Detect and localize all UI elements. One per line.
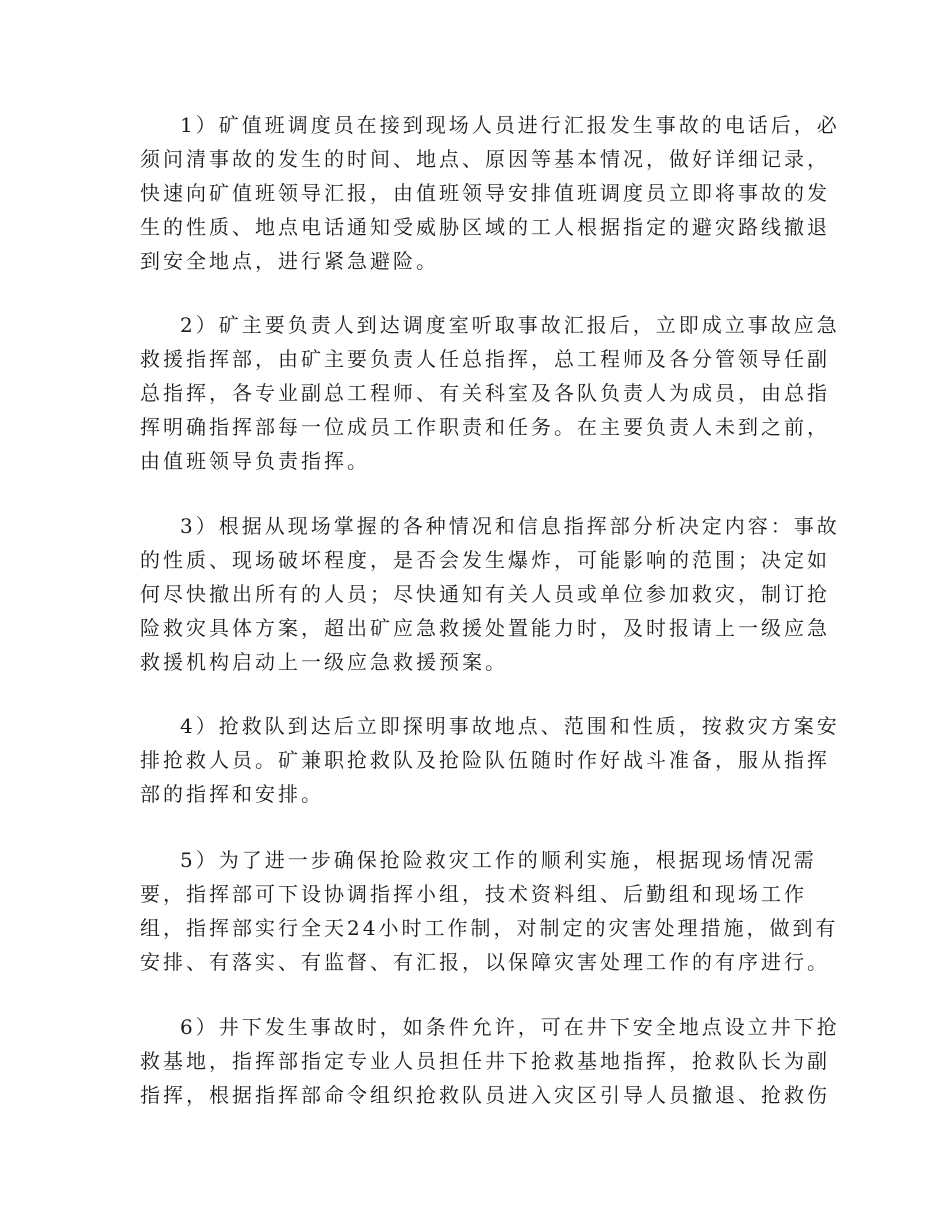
paragraph-line: 救基地，指挥部指定专业人员担任井下抢救基地指挥，抢救队长为副 <box>140 1049 830 1073</box>
paragraph-line: 快速向矿值班领导汇报，由值班领导安排值班调度员立即将事故的发 <box>140 181 830 205</box>
paragraph-line: 6）井下发生事故时，如条件允许，可在井下安全地点设立井下抢 <box>180 1015 840 1039</box>
paragraph-line: 的性质、现场破坏程度，是否会发生爆炸，可能影响的范围；决定如 <box>140 548 830 572</box>
paragraph-line: 总指挥，各专业副总工程师、有关科室及各队负责人为成员，由总指 <box>140 381 830 405</box>
paragraph-line: 到安全地点，进行紧急避险。 <box>140 249 439 273</box>
paragraph-line: 险救灾具体方案，超出矿应急救援处置能力时，及时报请上一级应急 <box>140 616 830 640</box>
paragraph-line: 1）矿值班调度员在接到现场人员进行汇报发生事故的电话后，必 <box>180 113 840 137</box>
paragraph-5 <box>140 843 839 979</box>
paragraph-line: 救援机构启动上一级应急救援预案。 <box>140 650 508 674</box>
paragraph-line: 排抢救人员。矿兼职抢救队及抢险队伍随时作好战斗准备，服从指挥 <box>140 748 830 772</box>
paragraph-line: 须问清事故的发生的时间、地点、原因等基本情况，做好详细记录， <box>140 147 830 171</box>
paragraph-line: 由值班领导负责指挥。 <box>140 449 370 473</box>
paragraph-line: 生的性质、地点电话通知受威胁区域的工人根据指定的避灾路线撤退 <box>140 215 830 239</box>
paragraph-line: 救援指挥部，由矿主要负责人任总指挥，总工程师及各分管领导任副 <box>140 347 830 371</box>
paragraph-line: 要，指挥部可下设协调指挥小组，技术资料组、后勤组和现场工作 <box>140 882 807 906</box>
paragraph-line: 部的指挥和安排。 <box>140 782 324 806</box>
paragraph-1 <box>140 108 840 278</box>
paragraph-line: 4）抢救队到达后立即探明事故地点、范围和性质，按救灾方案安 <box>180 714 840 738</box>
paragraph-line: 5）为了进一步确保抢险救灾工作的顺利实施，根据现场情况需 <box>180 848 817 872</box>
paragraph-line: 指挥，根据指挥部命令组织抢救队员进入灾区引导人员撤退、抢救伤 <box>140 1083 830 1107</box>
paragraph-6 <box>140 1010 840 1112</box>
paragraph-line: 2）矿主要负责人到达调度室听取事故汇报后，立即成立事故应急 <box>180 313 840 337</box>
paragraph-4 <box>140 709 840 811</box>
paragraph-3 <box>140 509 840 679</box>
paragraph-2 <box>140 308 840 478</box>
paragraph-line: 安排、有落实、有监督、有汇报，以保障灾害处理工作的有序进行。 <box>140 950 830 974</box>
paragraph-line: 3）根据从现场掌握的各种情况和信息指挥部分析决定内容：事故 <box>180 514 840 538</box>
paragraph-line: 何尽快撤出所有的人员；尽快通知有关人员或单位参加救灾，制订抢 <box>140 582 830 606</box>
paragraph-line: 组，指挥部实行全天24小时工作制，对制定的灾害处理措施，做到有 <box>140 916 839 940</box>
paragraph-line: 挥明确指挥部每一位成员工作职责和任务。在主要负责人未到之前， <box>140 415 830 439</box>
